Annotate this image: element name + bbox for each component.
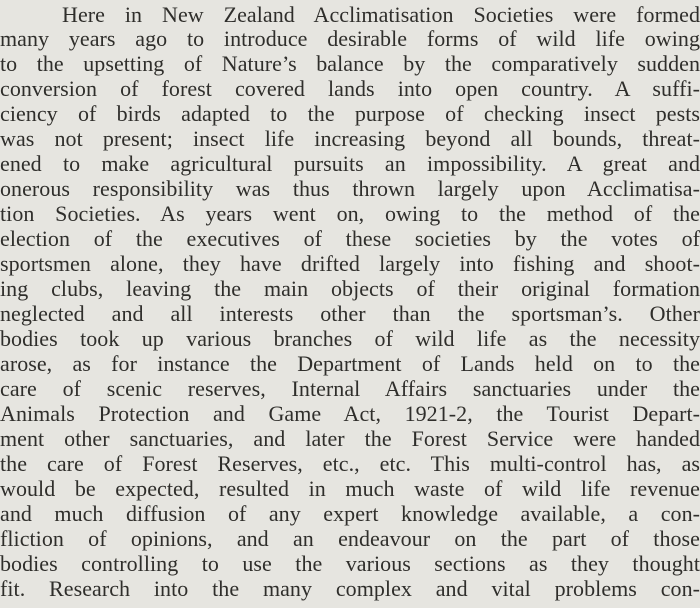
text-line-16: care of scenic reserves, Internal Affairs sanctuaries under the <box>0 377 700 401</box>
text-line-20: would be expected, resulted in much waste of wild life revenue <box>0 477 700 501</box>
text-line-2: many years ago to introduce desirable forms of wild life owing <box>0 27 700 51</box>
text-line-4: conversion of forest covered lands into open country. A suffi- <box>0 77 700 101</box>
text-line-6: was not present; insect life increasing beyond all bounds, threat- <box>0 127 700 151</box>
text-line-5: ciency of birds adapted to the purpose of checking insect pests <box>0 102 700 126</box>
text-line-23: bodies controlling to use the various sections as they thought <box>0 552 700 576</box>
text-line-10: election of the executives of these societies by the votes of <box>0 227 700 251</box>
text-line-9: tion Societies. As years went on, owing to the method of the <box>0 202 700 226</box>
text-line-15: arose, as for instance the Department of Lands held on to the <box>0 352 700 376</box>
text-line-19: the care of Forest Reserves, etc., etc. This multi-control has, as <box>0 452 700 476</box>
text-line-13: neglected and all interests other than the sportsman’s. Other <box>0 302 700 326</box>
text-line-7: ened to make agricultural pursuits an impossibility. A great and <box>0 152 700 176</box>
text-line-21: and much diffusion of any expert knowledge available, a con- <box>0 502 700 526</box>
text-line-24: fit. Research into the many complex and vital problems con- <box>0 577 700 601</box>
text-line-17: Animals Protection and Game Act, 1921-2, the Tourist Depart- <box>0 402 700 426</box>
text-line-11: sportsmen alone, they have drifted largely into fishing and shoot- <box>0 252 700 276</box>
text-line-18: ment other sanctuaries, and later the Forest Service were handed <box>0 427 700 451</box>
text-line-12: ing clubs, leaving the main objects of their original formation <box>0 277 700 301</box>
text-line-14: bodies took up various branches of wild life as the necessity <box>0 327 700 351</box>
text-line-22: fliction of opinions, and an endeavour on the part of those <box>0 527 700 551</box>
text-line-1: Here in New Zealand Acclimatisation Societies were formed <box>62 3 700 27</box>
text-line-8: onerous responsibility was thus thrown largely upon Acclimatisa- <box>0 177 700 201</box>
text-line-3: to the upsetting of Nature’s balance by the comparatively sudden <box>0 52 700 76</box>
